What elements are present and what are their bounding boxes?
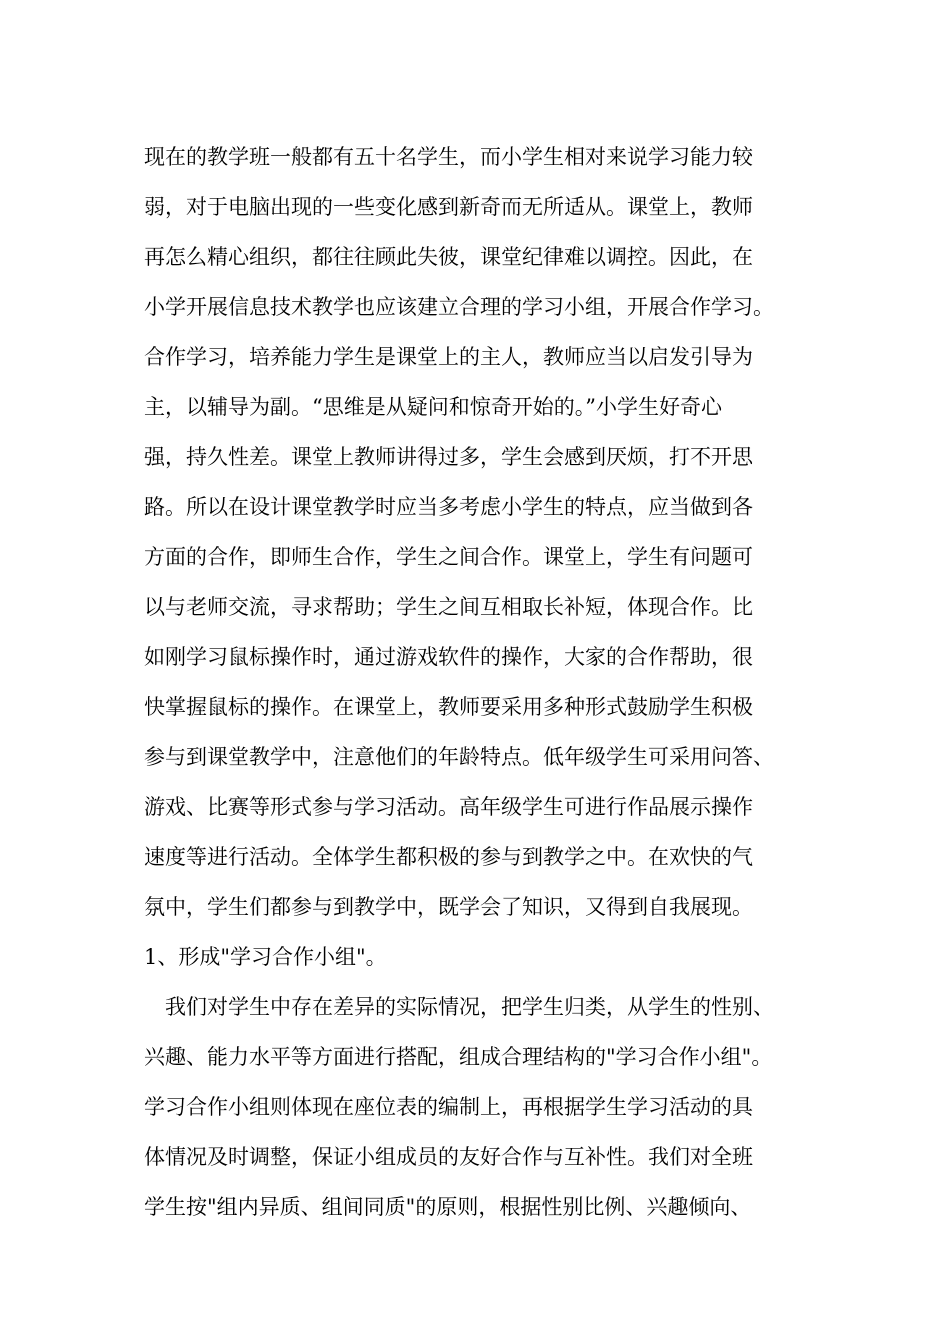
text-line: 氛中，学生们都参与到教学中，既学会了知识，又得到自我展现。 [144, 895, 753, 919]
text-line: 小学开展信息技术教学也应该建立合理的学习小组，开展合作学习。 [144, 295, 774, 319]
text-line: 主，以辅导为副。“思维是从疑问和惊奇开始的。”小学生好奇心 [144, 395, 722, 419]
text-line: 方面的合作，即师生合作，学生之间合作。课堂上，学生有问题可 [144, 545, 753, 569]
text-line: 学习合作小组则体现在座位表的编制上，再根据学生学习活动的具 [144, 1095, 753, 1119]
text-line: 参与到课堂教学中，注意他们的年龄特点。低年级学生可采用问答、 [144, 745, 774, 769]
text-line: 现在的教学班一般都有五十名学生，而小学生相对来说学习能力较 [144, 145, 753, 169]
text-line: 路。所以在设计课堂教学时应当多考虑小学生的特点，应当做到各 [144, 495, 753, 519]
text-line: 游戏、比赛等形式参与学习活动。高年级学生可进行作品展示操作 [144, 795, 753, 819]
text-line: 弱，对于电脑出现的一些变化感到新奇而无所适从。课堂上，教师 [144, 195, 753, 219]
text-line: 我们对学生中存在差异的实际情况，把学生归类，从学生的性别、 [165, 995, 774, 1019]
text-line: 再怎么精心组织，都往往顾此失彼，课堂纪律难以调控。因此，在 [144, 245, 753, 269]
document-body [144, 132, 844, 1232]
section-heading: 1、形成"学习合作小组"。 [144, 945, 387, 969]
text-line: 合作学习，培养能力学生是课堂上的主人，教师应当以启发引导为 [144, 345, 753, 369]
text-line: 以与老师交流，寻求帮助；学生之间互相取长补短，体现合作。比 [144, 595, 753, 619]
text-line: 学生按"组内异质、组间同质"的原则，根据性别比例、兴趣倾向、 [144, 1195, 752, 1219]
text-line: 强，持久性差。课堂上教师讲得过多，学生会感到厌烦，打不开思 [144, 445, 753, 469]
text-line: 快掌握鼠标的操作。在课堂上，教师要采用多种形式鼓励学生积极 [144, 695, 753, 719]
text-line: 速度等进行活动。全体学生都积极的参与到教学之中。在欢快的气 [144, 845, 753, 869]
text-line: 如刚学习鼠标操作时，通过游戏软件的操作，大家的合作帮助，很 [144, 645, 753, 669]
text-line: 体情况及时调整，保证小组成员的友好合作与互补性。我们对全班 [144, 1145, 753, 1169]
text-line: 兴趣、能力水平等方面进行搭配，组成合理结构的"学习合作小组"。 [144, 1045, 773, 1069]
